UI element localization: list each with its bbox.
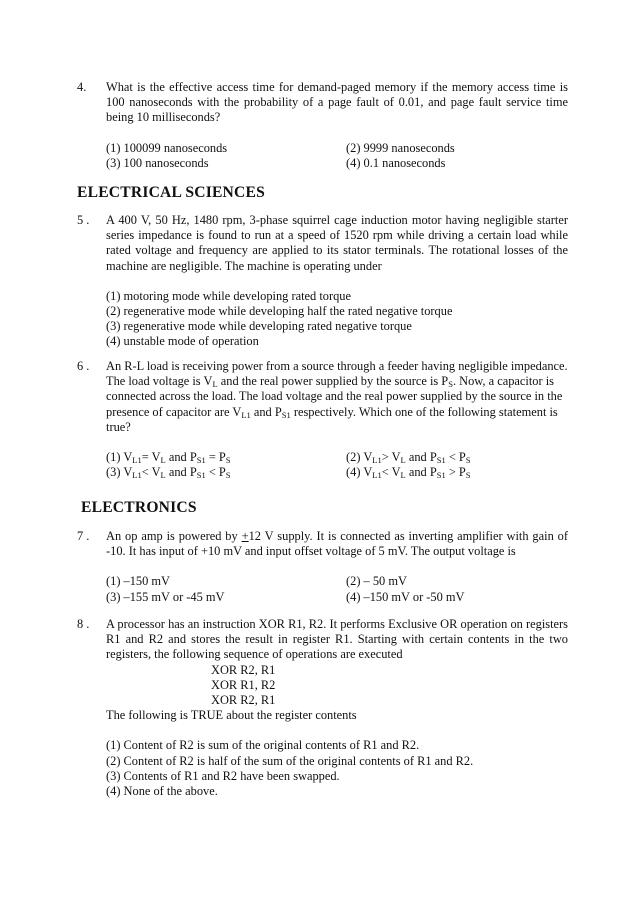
option-4: (4) $V_{L1}< V_L$ and $P_{S1} > P_S$ bbox=[346, 465, 471, 481]
option-3: (3) –155 mV or -45 mV bbox=[106, 589, 225, 604]
option-1: (1) –150 mV bbox=[106, 574, 171, 589]
section-heading-electrical: ELECTRICAL SCIENCES bbox=[77, 184, 265, 201]
code-block bbox=[106, 663, 568, 709]
option-2: (2) Content of R2 is half of the sum of the original contents of R1 and R2. bbox=[106, 753, 474, 768]
option-3: (3) 100 nanoseconds bbox=[106, 155, 209, 170]
options bbox=[106, 738, 568, 799]
option-3: (3) regenerative mode while developing rated negative torque bbox=[106, 319, 412, 334]
question-text: A processor has an instruction XOR R1, R2. It performs Exclusive OR operation on registers R1 and R2 and stores the result in register R1. Starting with certain contents in the two registers, the following sequence of operations are executed bbox=[106, 617, 568, 662]
option-4: (4) 0.1 nanoseconds bbox=[346, 155, 446, 170]
options bbox=[106, 574, 568, 604]
code-line: XOR R1, R2 bbox=[211, 677, 276, 692]
code-line: XOR R2, R1 bbox=[211, 662, 276, 677]
question-number: 4. bbox=[77, 80, 87, 94]
section-heading-electronics: ELECTRONICS bbox=[81, 499, 197, 516]
options bbox=[106, 141, 568, 171]
option-1: (1) $V_{L1}= V_L$ and $P_{S1} = P_S$ bbox=[106, 450, 231, 466]
options bbox=[106, 450, 568, 480]
question-8 bbox=[77, 617, 568, 799]
option-2: (2) 9999 nanoseconds bbox=[346, 140, 455, 155]
question-text: What is the effective access time for demand-paged memory if the memory access time is 100 nanoseconds with the probability of a page fault of 0.01, and page fault service time being 10 milliseconds? bbox=[106, 80, 568, 125]
option-4: (4) None of the above. bbox=[106, 784, 218, 799]
question-5 bbox=[77, 213, 568, 350]
option-1: (1) 100099 nanoseconds bbox=[106, 140, 228, 155]
question-4 bbox=[77, 80, 568, 171]
question-text: A 400 V, 50 Hz, 1480 rpm, 3-phase squirrel cage induction motor having negligible starter series impedance is found to run at a speed of 1520 rpm while driving a certain load while rated voltage and frequency are applied to its stator terminals. The rotational losses of the machine are negligible. The machine is operating under bbox=[106, 213, 568, 273]
option-2: (2) regenerative mode while developing half the rated negative torque bbox=[106, 304, 453, 319]
option-2: (2) $V_{L1}> V_L$ and $P_{S1} < P_S$ bbox=[346, 450, 471, 466]
option-1: (1) Content of R2 is sum of the original contents of R1 and R2. bbox=[106, 738, 420, 753]
option-3: (3) $V_{L1}< V_L$ and $P_{S1} < P_S$ bbox=[106, 465, 231, 481]
option-4: (4) –150 mV or -50 mV bbox=[346, 589, 465, 604]
option-2: (2) – 50 mV bbox=[346, 574, 407, 589]
question-text: An R-L load is receiving power from a source through a feeder having negligible impedance. The load voltage is $V_L$ and the real power supplied by the source is $P_S$. Now, a capacitor is connected across the load. The load voltage and the real power supplied by the source in the presence of capacitor are $V_{L1}$ and $P_{S1}$ respectively. Which one of the following statement is true? bbox=[106, 359, 568, 434]
option-1: (1) motoring mode while developing rated torque bbox=[106, 288, 351, 303]
question-number: 6 . bbox=[77, 359, 90, 373]
option-3: (3) Contents of R1 and R2 have been swapped. bbox=[106, 768, 340, 783]
options bbox=[106, 289, 568, 350]
question-text: An op amp is powered by +12 V supply. It is connected as inverting amplifier with gain of -10. It has input of +10 mV and input offset voltage of 5 mV. The output voltage is bbox=[106, 529, 568, 559]
question-followup: The following is TRUE about the register contents bbox=[106, 708, 357, 723]
question-7 bbox=[77, 529, 568, 605]
question-number: 7 . bbox=[77, 529, 90, 543]
question-number: 5 . bbox=[77, 213, 90, 227]
code-line: XOR R2, R1 bbox=[211, 693, 276, 708]
question-6 bbox=[77, 359, 568, 480]
question-number: 8 . bbox=[77, 617, 90, 631]
option-4: (4) unstable mode of operation bbox=[106, 334, 259, 349]
